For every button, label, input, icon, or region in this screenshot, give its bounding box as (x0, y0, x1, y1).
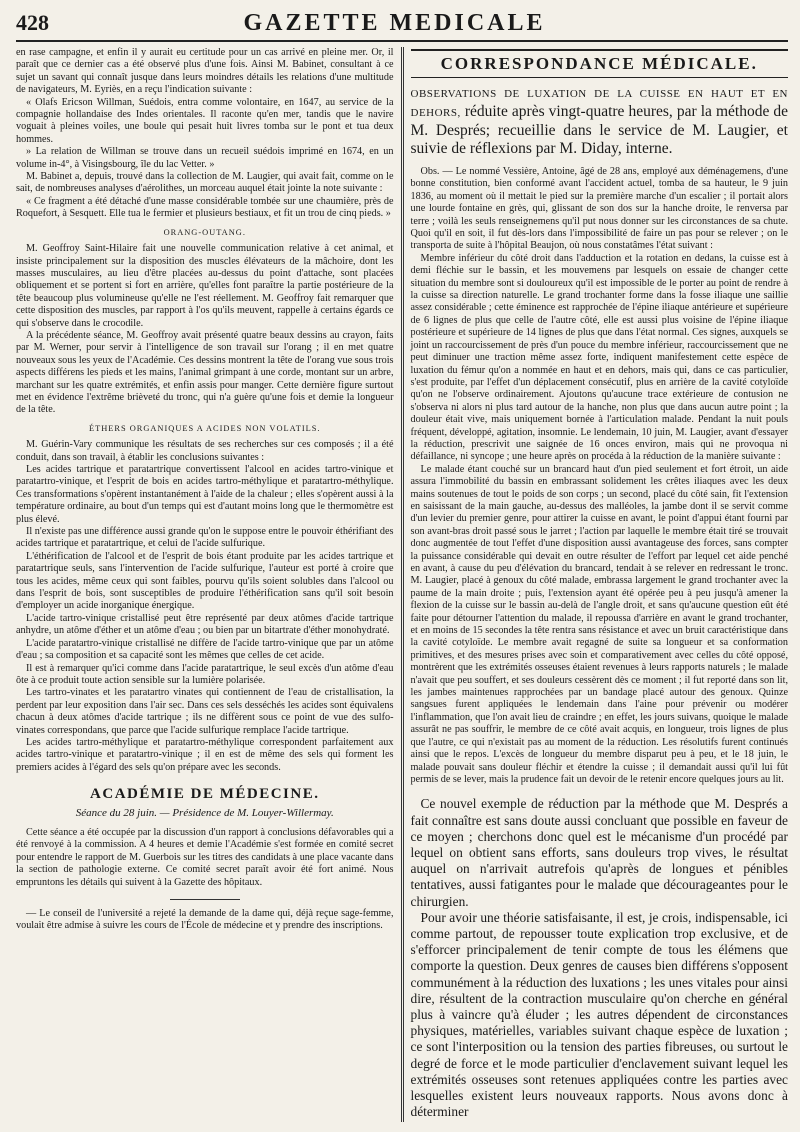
paragraph: A la précédente séance, M. Geoffroy avait présenté quatre beaux dessins au crayon, faits par M. Werner, pour servir à l'intelligence de son travail sur l'orang ; il en met quatre nouveaux sous les yeux de l'Académie. Ces dessins montrent la tête de l'orang vue sous trois aspects différens les pieds et les mains, l'animal grimpant à une corde, montant sur un arbre, marchant sur les quatre extrémités, et enfin assis pour manger. Cette dernière figure surtout met en évidence l'extrême brièveté du tronc, qui n'a guère qu'une fois et demie la longueur de la tête. (16, 329, 394, 416)
paragraph: Les tartro-vinates et les paratartro vinates qui contiennent de l'eau de cristallisation, la perdent par leur exposition dans l'air sec. Dans ces sels desséchés les acides sont équivalens chacun à deux atômes d'acide tartrique ; ils ne diffèrent sous ce point de vue des sulfo-vinates correspondans, que parce que l'acide sulfurique remplace l'acide tartrique. (16, 687, 394, 736)
quote-paragraph: « Olafs Ericson Willman, Suédois, entra comme volontaire, en 1647, au service de la compagnie hollandaise des Indes orientales. Il raconte qu'en mer, tandis que le navire voguait à pleines voiles, une boule qui pesait huit livres tomba sur le pont et tua deux hommes. (16, 96, 394, 145)
paragraph: Obs. — Le nommé Vessière, Antoine, âgé de 28 ans, employé aux déménagemens, d'une bonne constitution, bien conformé avant l'accident actuel, tomba de sa hauteur, le 9 juin 1836, au moment où il mettait le pied sur la première marche d'un escalier ; il portait alors une lourde fontaine en grès, qui, glissant de son dos sur la hanche droite, le renversa par terre ; voilà les seuls renseignemens qu'il put nous donner sur les circonstances de sa chute. Quoi qu'il en soit, il fut dès-lors dans l'impossibilité de faire un pas pour se relever ; on le transporta de suite à l'hôpital Beaujon, où nous constatâmes l'état suivant : (410, 166, 788, 252)
left-column (16, 47, 401, 1122)
subsection-heading-orang: ORANG-OUTANG. (163, 227, 246, 237)
correspondance-heading: CORRESPONDANCE MÉDICALE. (411, 49, 789, 78)
columns (16, 47, 788, 1122)
paragraph: Les acides tartrique et paratartrique convertissent l'alcool en acides tartro-vinique et paratartro-vinique, et l'esprit de bois en acides tartro-méthylique et paratartro-méthylique. Ces transformations s'opèrent instantanément à l'aide de la chaleur ; elles s'opèrent aussi à la température ordinaire, au bout d'un temps qui est d'autant moins long que le thermomètre est plus élevé. (16, 464, 394, 525)
article-title (411, 84, 789, 158)
large-paragraph: Ce nouvel exemple de réduction par la méthode que M. Després a fait connaître est sans doute aussi concluant que possible en faveur de ce moyen ; cherchons donc quel est le mécanisme d'un procédé par lequel on obtient sans efforts, sans douleurs trop vives, le résultat auquel on n'arrivait autrefois qu'après de longues et pénibles tentatives, aussi fatigantes pour le malade que décourageantes pour le chirurgien. (410, 796, 788, 909)
large-paragraph: Pour avoir une théorie satisfaisante, il est, je crois, indispensable, ici comme partout, de repousser toute explication trop exclusive, et de s'efforcer principalement de tenir compte de tous les élémens que comporte la question. Deux genres de causes bien différens s'opposent communément à la réduction des luxations ; les unes vitales pour ainsi dire, résultent de la contraction musculaire qu'on cherche en général plus à vaincre qu'à éluder ; les autres dépendent de circonstances physiques, matérielles, variables suivant chaque espèce de luxation ; ce sont l'interposition ou la tension des parties fibreuses, ou surtout le degré de force et le mode particulier d'enclavement suivant lequel les extrémités osseuses sont retenues appliquées contre les parties avec lesquelles existent leurs nouveaux rapports. Nous avons donc à déterminer (410, 909, 788, 1120)
paragraph: Il est à remarquer qu'ici comme dans l'acide paratartrique, le seul excès d'un atôme d'eau ôte à ce produit toute action sensible sur la lumière polarisée. (16, 662, 394, 686)
paragraph: L'éthérification de l'alcool et de l'esprit de bois étant produite par les acides tartrique et paratartrique seuls, sans l'intervention de l'acide sulfurique, l'auteur est porté à croire que tous les acides, même ceux qui sont faibles, pourvu qu'ils soient solubles dans l'alcool ou dans l'esprit de bois, sont susceptibles de produire l'éthérification sans qu'il soit besoin d'employer un acide inorganique énergique. (16, 550, 394, 612)
paragraph: Le malade étant couché sur un brancard haut d'un pied seulement et fort étroit, un aide assura l'immobilité du bassin en embrassant solidement les crêtes iliaques avec les deux mains soutenues de tout le poids de son corps ; un second, placé du côté sain, fit l'extension en saisissant de la main gauche, au-dessus des malléoles, la jambe dont il se servit comme d'un levier du premier genre, pour attirer la cuisse en avant, le point d'appui étant fourni par son avant-bras droit passé sous le jarret ; l'action par laquelle le membre était tiré se trouvait donc augmentée de tout l'effet d'une disposition aussi avantageuse des forces, sans compter la puissance considérable qui devait en outre résulter de l'effort par lequel cet aide penché en avant, à cause du peu d'élévation du brancard, tendait à se relever en redressant le tronc. M. Laugier, placé à genoux du côté malade, embrassa largement le grand trochanter avec la paume de la main droite ; puis, l'extension ayant été opérée peu à peu jusqu'à amener la flexion de la cuisse sur le bassin au-delà de l'angle droit, et sans qu'aucune question eût été faite pour détourner l'attention du malade, il repoussa d'arrière en avant le grand trochanter, et en moins de 15 secondes la tête rentra sans résistance et avec un bruit caractéristique dans la cavité cotyloïde. Le membre avait regagné de suite sa longueur et sa conformation primitives, et des mesures prises avec soin et comparativement avec celles du côté opposé, montrèrent que les extrémités osseuses étaient revenues à leurs rapports naturels ; le malade n'avait que peu souffert, et ses douleurs cessèrent dès ce moment ; il fut reporté dans son lit, les jambes maintenues rapprochées par un bandage placé autour des genoux. Quinze sangsues furent appliquées le lendemain dans l'aine pour prévenir ou modérer l'inflammation, que l'on avait lieu de craindre ; en effet, les jours suivans, quoique le malade assurât ne pas souffrir, le membre de ce côté avait acquis, en longueur, trois lignes de plus que l'autre, ce qui n'existait pas au moment de la réduction. Les résolutifs furent continués ainsi que le repos. L'excès de longueur du membre disparut peu à peu, et le 18 juin, le malade pouvait sans douleur fléchir et étendre la cuisse ; il demandait aussi qu'il lui fût permis de se lever, mais la prudence fait un devoir de le retenir encore quelques jours au lit. (410, 463, 788, 785)
article-title-caps: OBSERVATIONS DE LUXATION DE LA CUISSE EN HAUT ET EN DEHORS, (410, 88, 788, 119)
article-title-rest: réduite après vingt-quatre heures, par la méthode de M. Després; recueillie dans le service de M. Laugier, et suivie de réflexions par M. Diday, interne. (410, 103, 788, 157)
paragraph: Cette séance a été occupée par la discussion d'un rapport à conclusions défavorables qui a été renvoyé à la commission. A 4 heures et demie l'Académie s'est formée en comité secret pour entendre le rapport de M. Guerbois sur les titres des candidats à une place vacante dans la section de pathologie externe. Ce comité secret paraît avoir été fort animé. Nous empruntons les détails qui suivent à la Gazette des hôpitaux. (16, 826, 394, 888)
quote-paragraph: » La relation de Willman se trouve dans un recueil suédois imprimé en 1674, en un volume in-4°, à Visingsbourg, île du lac Vetter. » (16, 146, 394, 170)
separator-rule (170, 899, 240, 900)
paragraph: L'acide paratartro-vinique cristallisé ne diffère de l'acide tartro-vinique que par un atôme d'eau ; sa composition et sa capacité sont les mêmes que celles de cet acide. (16, 637, 394, 662)
right-column (404, 47, 789, 1122)
paragraph: M. Geoffroy Saint-Hilaire fait une nouvelle communication relative à cet animal, et insiste principalement sur la disposition des muscles élévateurs de la mâchoire, dont les masses musculaires, au lieu d'être placées au-dessus du point d'attache, sont placées obliquement et se portent si fort en arrière, qu'elles font paraître la partie postérieure de la tête beaucoup plus volumineuse qu'elle ne l'est réellement. M. Geoffroy fait remarquer que cette disposition des muscles, par rapport à l'os qu'ils meuvent, rappelle à certains égards ce qui s'observe dans le crocodile. (16, 243, 394, 329)
paragraph: en rase campagne, et enfin il y aurait eu certitude pour un cas arrivé en pleine mer. Or, il paraît que ce dernier cas a été observé plus d'une fois. Ainsi M. Babinet, consultant à ce sujet un savant qui connaît jusque dans leurs moindres détails les relations d'une multitude de navigateurs, M. Eyriès, en a reçu l'indication suivante : (16, 47, 394, 96)
paragraph: — Le conseil de l'université a rejeté la demande de la dame qui, déjà reçue sage-femme, voulait être admise à suivre les cours de l'École de médecine et y prendre des inscriptions. (16, 908, 394, 932)
paragraph: L'acide tartro-vinique cristallisé peut être représenté par deux atômes d'acide tartrique anhydre, un atôme d'éther et un atôme d'eau ; ou bien par un bitartrate d'éther monohydraté. (16, 612, 394, 637)
journal-title: GAZETTE MEDICALE (243, 10, 546, 36)
paragraph: M. Guérin-Vary communique les résultats de ses recherches sur ces composés ; il a été conduit, dans son travail, à établir les conclusions suivantes : (16, 439, 394, 463)
quote-paragraph: « Ce fragment a été détaché d'une masse considérable tombée sur une chaumière, près de Roquefort, à Sesquett. Elle tua le fermier et plusieurs bestiaux, et fit un trou de cinq pieds. » (16, 195, 394, 220)
paragraph: Les acides tartro-méthylique et paratartro-méthylique correspondent parfaitement aux acides tartro-vinique et paratartro-vinique ; il en est de même des sels qui forment les premiers acides à l'égard des sels qu'on prépare avec les seconds. (16, 736, 394, 773)
page-number: 428 (16, 10, 49, 35)
subsection-heading-ethers: ÉTHERS ORGANIQUES A ACIDES NON VOLATILS. (88, 423, 321, 433)
masthead (16, 0, 788, 42)
section-heading-academie: ACADÉMIE DE MÉDECINE. (90, 786, 320, 803)
paragraph: Membre inférieur du côté droit dans l'adduction et la rotation en dedans, la cuisse est à demi fléchie sur le bassin, et les mouvemens par lesquels on essaie de changer cette situation du membre sont si douloureux qu'il est impossible de le porter au point de rendre à la cuisse sa direction naturelle. Le grand trochanter forme dans la fosse iliaque une saillie assez considérable ; cette éminence est rapprochée de l'épine iliaque antérieure et supérieure de 6 lignes de plus que celle de l'autre côté, elle est aussi plus voisine de l'épine iliaque postérieure et supérieure de 14 lignes de plus que dans l'état normal. Ces signes, auxquels se joint un raccourcissement de près d'un pouce du membre inférieur, raccourcissement que ne peut diminuer une traction même assez forte, indiquent manifestement cette espèce de luxation du fémur qu'on a nommée en haut et en dehors, mais qui, dans ce cas particulier, s'est produite, par l'effet d'un déplacement consécutif, plus en arrière de la cavité cotyloïde qu'on ne l'observe ordinairement. Ajoutons qu'aucune trace extérieure de contusion ne s'observa ni alors ni plus tard autour de la hanche, non plus que dans aucun autre point ; la douleur était vive, mais uniquement bornée à l'articulation malade. Pendant la nuit pouls fréquent, développé, agitation, insomnie. Le lendemain, 10 juin, M. Laugier, avant d'essayer la réduction, prescrivit une saignée de 16 onces environ, mais qui ne provoqua ni défaillance, ni syncope ; une heure après on procéda à la réduction de la manière suivante : (410, 252, 788, 463)
paragraph: M. Babinet a, depuis, trouvé dans la collection de M. Laugier, qui avait fait, comme on le sait, de nombreuses analyses d'aérolithes, un morceau auquel était jointe la note suivante : (16, 171, 394, 195)
paragraph: Il n'existe pas une différence aussi grande qu'on le suppose entre le pouvoir éthérifiant des acides tartrique et paratartrique, et celui de l'acide sulfurique. (16, 526, 394, 550)
session-line: Séance du 28 juin. — Présidence de M. Louyer-Willermay. (75, 806, 334, 819)
